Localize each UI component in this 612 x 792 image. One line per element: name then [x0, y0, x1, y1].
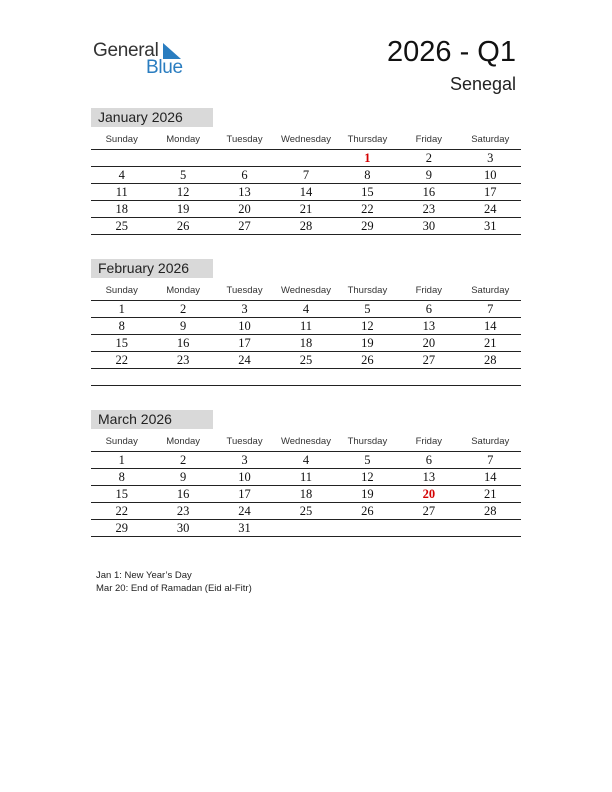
date-cell: 31 [238, 521, 251, 535]
date-cell: 11 [115, 185, 128, 199]
month-block-january [91, 108, 521, 235]
date-cell: 25 [299, 353, 313, 367]
date-cell: 9 [180, 470, 187, 484]
date-cell: 26 [361, 504, 374, 518]
date-cell: 30 [176, 521, 190, 535]
date-cell: 3 [241, 302, 248, 316]
date-cell: 12 [361, 319, 374, 333]
date-cell: 30 [422, 219, 436, 233]
week-row [91, 369, 521, 386]
logo-text-blue: Blue [146, 57, 183, 78]
date-cell: 6 [425, 453, 432, 467]
holiday-note: Jan 1: New Year’s Day [96, 570, 192, 581]
date-cell: 10 [238, 470, 251, 484]
date-cell: 2 [425, 151, 432, 165]
date-cell: 21 [483, 336, 497, 350]
date-cell: 5 [364, 302, 371, 316]
date-cell: 24 [483, 202, 497, 216]
week-row [91, 184, 521, 201]
date-cell: 1 [118, 302, 125, 316]
date-cell: 22 [361, 202, 374, 216]
date-cell: 22 [115, 353, 128, 367]
date-cell: 12 [176, 185, 190, 199]
week-row [91, 167, 521, 184]
month-name: March 2026 [91, 410, 213, 429]
date-cell: 31 [483, 219, 497, 233]
date-cell: 9 [180, 319, 187, 333]
date-cell [152, 369, 213, 385]
date-cell [275, 369, 336, 385]
date-cell: 24 [238, 504, 251, 518]
date-cell: 8 [118, 470, 125, 484]
date-cell: 5 [364, 453, 371, 467]
holiday-notes [96, 570, 252, 595]
weekday-label: Sunday [105, 285, 138, 296]
date-cell: 28 [483, 504, 497, 518]
weekday-label: Friday [415, 285, 443, 296]
date-cell: 5 [180, 168, 187, 182]
week-row [91, 352, 521, 369]
weekday-label: Wednesday [280, 134, 331, 145]
date-cell: 13 [238, 185, 251, 199]
date-cell: 19 [176, 202, 190, 216]
date-cell [91, 369, 152, 385]
week-row [91, 201, 521, 218]
date-cell: 14 [483, 319, 497, 333]
weekday-label: Thursday [347, 285, 388, 296]
weekday-label: Monday [166, 134, 201, 145]
date-cell: 19 [361, 487, 374, 501]
weekday-label: Monday [166, 285, 201, 296]
weekday-label: Saturday [471, 436, 510, 447]
date-cell: 15 [361, 185, 374, 199]
date-cell: 26 [176, 219, 190, 233]
holiday-date-cell: 20 [422, 487, 436, 501]
weekday-label: Sunday [105, 436, 138, 447]
month-grid [91, 434, 521, 537]
date-cell: 18 [115, 202, 128, 216]
date-cell [337, 369, 398, 385]
date-cell [91, 150, 152, 166]
date-cell: 15 [115, 487, 128, 501]
month-block-february [91, 259, 521, 386]
weekday-label: Monday [166, 436, 201, 447]
date-cell: 6 [425, 302, 432, 316]
holiday-note: Mar 20: End of Ramadan (Eid al-Fitr) [96, 582, 252, 594]
date-cell: 19 [361, 336, 374, 350]
week-row [91, 301, 521, 318]
date-cell: 13 [422, 319, 436, 333]
date-cell: 11 [299, 319, 312, 333]
month-block-march [91, 410, 521, 537]
date-cell: 3 [487, 151, 494, 165]
date-cell: 12 [361, 470, 374, 484]
date-cell: 23 [176, 504, 190, 518]
week-row [91, 503, 521, 520]
date-cell [214, 150, 275, 166]
weekday-label: Thursday [347, 436, 388, 447]
weekday-label: Thursday [347, 134, 388, 145]
week-row [91, 150, 521, 167]
date-cell: 24 [238, 353, 251, 367]
date-cell: 28 [483, 353, 497, 367]
country-name: Senegal [449, 74, 516, 94]
date-cell: 4 [118, 168, 125, 182]
page-title: 2026 - Q1 [387, 36, 516, 68]
date-cell [152, 150, 213, 166]
date-cell: 7 [487, 453, 494, 467]
date-cell: 20 [422, 336, 436, 350]
date-cell: 7 [487, 302, 494, 316]
date-cell: 28 [299, 219, 313, 233]
date-cell: 14 [483, 470, 497, 484]
date-cell: 16 [176, 487, 190, 501]
date-cell: 23 [176, 353, 190, 367]
date-cell: 22 [115, 504, 128, 518]
date-cell: 25 [299, 504, 313, 518]
date-cell: 16 [422, 185, 436, 199]
date-cell: 20 [238, 202, 251, 216]
date-cell: 21 [299, 202, 313, 216]
month-name: February 2026 [91, 259, 213, 278]
date-cell: 7 [302, 168, 310, 182]
week-row [91, 520, 521, 537]
date-cell: 4 [302, 302, 310, 316]
weekday-label: Tuesday [226, 134, 263, 145]
date-cell [214, 369, 275, 385]
week-row [91, 335, 521, 352]
date-cell: 2 [180, 302, 187, 316]
weekday-label: Sunday [105, 134, 138, 145]
date-cell: 27 [422, 504, 436, 518]
date-cell: 10 [238, 319, 251, 333]
date-cell: 13 [422, 470, 436, 484]
weekday-label: Saturday [471, 285, 510, 296]
weekday-header-row [91, 132, 521, 150]
month-grid [91, 132, 521, 235]
date-cell: 29 [115, 521, 128, 535]
weekday-header-row [91, 283, 521, 301]
weekday-label: Saturday [471, 134, 510, 145]
date-cell [337, 520, 398, 536]
month-grid [91, 283, 521, 386]
date-cell: 2 [180, 453, 187, 467]
date-cell: 18 [299, 487, 313, 501]
date-cell: 17 [238, 487, 251, 501]
date-cell [398, 520, 459, 536]
weekday-label: Wednesday [280, 285, 331, 296]
date-cell: 26 [361, 353, 374, 367]
date-cell [275, 150, 336, 166]
date-cell: 25 [115, 219, 128, 233]
weekday-label: Friday [415, 134, 443, 145]
holiday-date-cell: 1 [364, 151, 371, 165]
week-row [91, 218, 521, 235]
date-cell: 14 [299, 185, 313, 199]
date-cell [460, 369, 521, 385]
date-cell: 15 [115, 336, 128, 350]
date-cell [398, 369, 459, 385]
date-cell [460, 520, 521, 536]
date-cell: 8 [364, 168, 371, 182]
date-cell: 9 [425, 168, 432, 182]
date-cell: 17 [238, 336, 251, 350]
weekday-label: Tuesday [226, 285, 263, 296]
date-cell: 18 [299, 336, 313, 350]
date-cell: 6 [241, 168, 248, 182]
week-row [91, 318, 521, 335]
week-row [91, 452, 521, 469]
month-name: January 2026 [91, 108, 213, 127]
date-cell: 16 [176, 336, 190, 350]
week-row [91, 469, 521, 486]
date-cell: 4 [302, 453, 310, 467]
date-cell: 8 [118, 319, 125, 333]
date-cell: 3 [241, 453, 248, 467]
date-cell: 11 [299, 470, 312, 484]
date-cell: 17 [483, 185, 497, 199]
weekday-label: Wednesday [280, 436, 331, 447]
date-cell: 29 [361, 219, 374, 233]
date-cell: 21 [483, 487, 497, 501]
logo [93, 40, 193, 80]
date-cell [275, 520, 336, 536]
week-row [91, 486, 521, 503]
weekday-header-row [91, 434, 521, 452]
weekday-label: Friday [415, 436, 443, 447]
weekday-label: Tuesday [226, 436, 263, 447]
date-cell: 27 [422, 353, 436, 367]
logo-text-general: General [93, 40, 159, 61]
date-cell: 27 [238, 219, 251, 233]
date-cell: 1 [118, 453, 125, 467]
date-cell: 10 [483, 168, 497, 182]
date-cell: 23 [422, 202, 436, 216]
